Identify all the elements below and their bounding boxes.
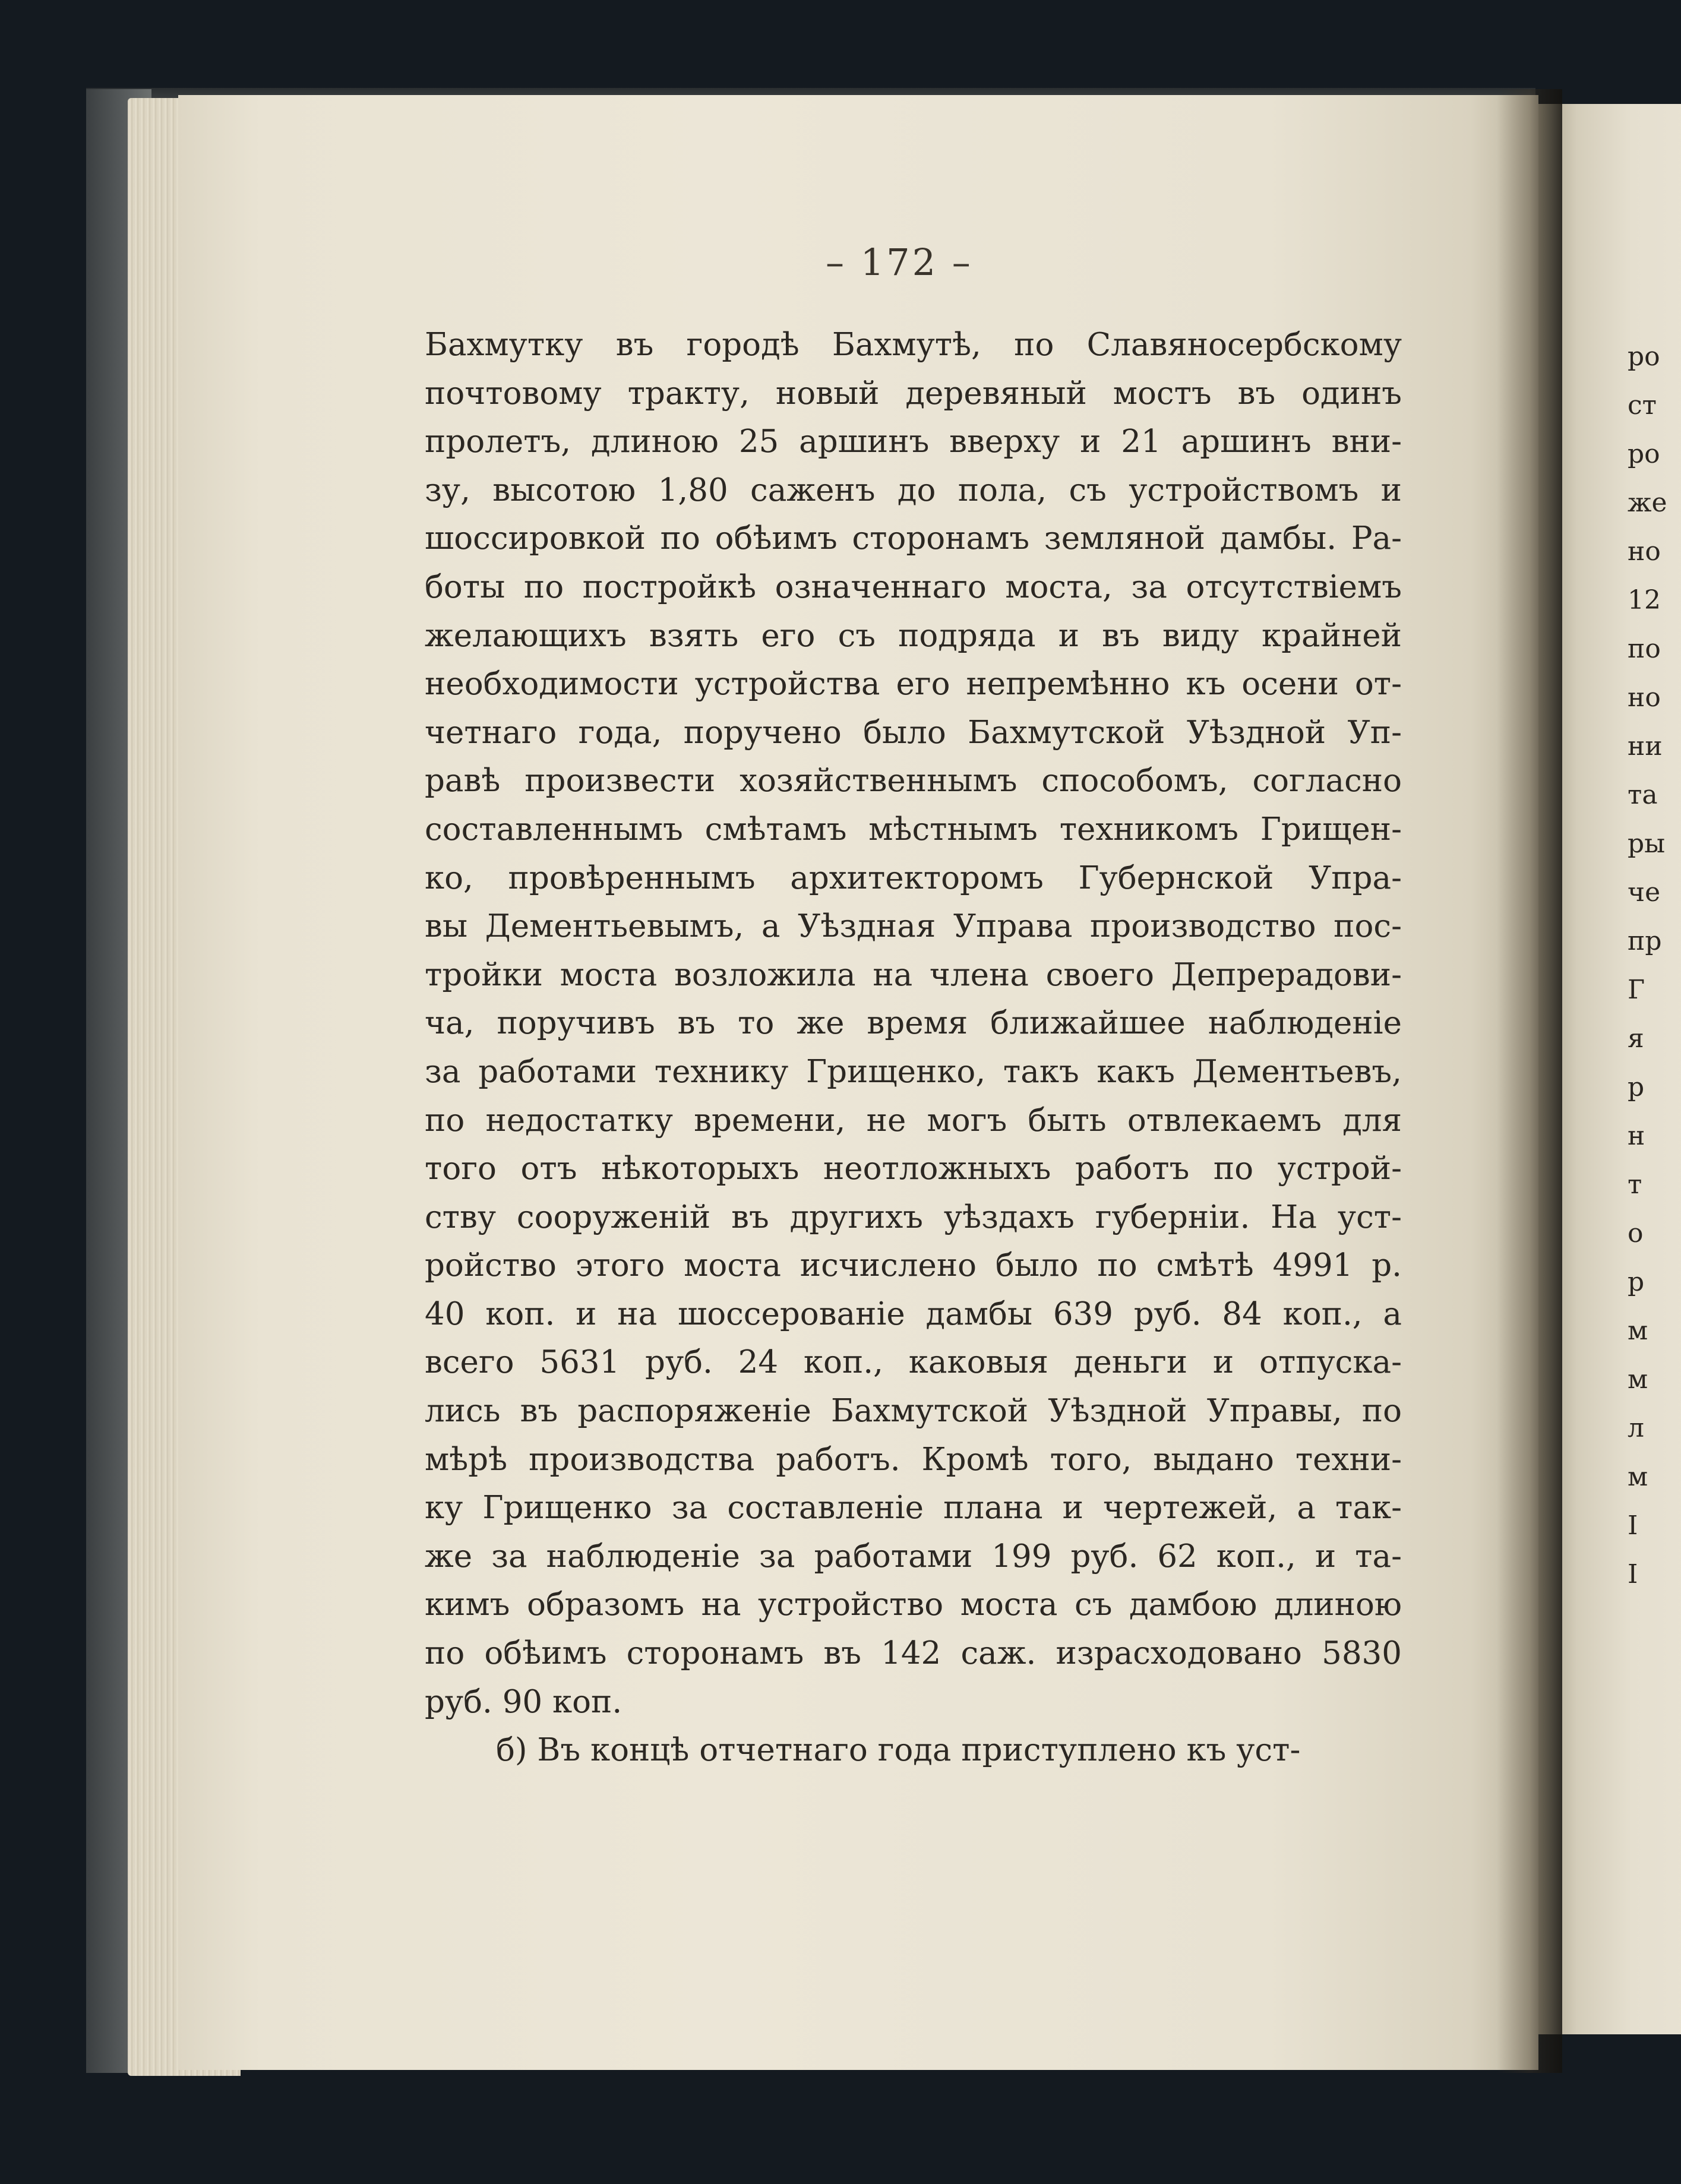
- text-line: же за наблюденіе за работами 199 руб. 62 коп., и та-: [425, 1538, 1402, 1575]
- right-page-fragment: м: [1628, 1462, 1648, 1492]
- text-line: желающихъ взять его съ подряда и въ виду крайней: [425, 617, 1402, 654]
- right-page-fragment: ни: [1628, 731, 1663, 761]
- page-number: – 172 –: [826, 241, 973, 284]
- right-page-text: [1628, 333, 1681, 1599]
- text-line: четнаго года, поручено было Бахмутской Уѣздной Уп-: [425, 714, 1402, 751]
- text-line: необходимости устройства его непремѣнно къ осени от-: [425, 666, 1402, 703]
- right-page-fragment: ро: [1628, 342, 1660, 372]
- text-line: ча, поручивъ въ то же время ближайшее наблюденіе: [425, 1005, 1402, 1042]
- text-line: ству сооруженій въ другихъ уѣздахъ губерніи. На уст-: [425, 1199, 1402, 1235]
- text-line: шоссировкой по обѣимъ сторонамъ земляной дамбы. Ра-: [425, 520, 1402, 557]
- text-line: всего 5631 руб. 24 коп., каковыя деньги и отпуска-: [425, 1344, 1402, 1381]
- right-page-fragment: р: [1628, 1267, 1645, 1297]
- text-line: мѣрѣ производства работъ. Кромѣ того, выдано техни-: [425, 1441, 1402, 1478]
- right-page-fragment: р: [1628, 1072, 1645, 1102]
- text-line: за работами технику Грищенко, такъ какъ Дементьевъ,: [425, 1053, 1402, 1090]
- right-page-fragment: ро: [1628, 439, 1660, 469]
- right-page-fragment: Г: [1628, 975, 1645, 1005]
- text-line: руб. 90 коп.: [425, 1683, 623, 1720]
- right-page-fragment: ры: [1628, 829, 1666, 859]
- right-page-fragment: та: [1628, 780, 1658, 810]
- text-line: 40 коп. и на шоссерованіе дамбы 639 руб. 84 коп., а: [425, 1295, 1402, 1332]
- right-page-fragment: л: [1628, 1413, 1644, 1443]
- text-line: почтовому тракту, новый деревяный мостъ въ одинъ: [425, 375, 1402, 412]
- text-line: ку Грищенко за составленіе плана и чертежей, а так-: [425, 1490, 1402, 1526]
- right-page-fragment: я: [1628, 1023, 1644, 1054]
- right-page-fragment: т: [1628, 1170, 1642, 1200]
- text-line: по обѣимъ сторонамъ въ 142 саж. израсходовано 5830: [425, 1635, 1402, 1672]
- text-line: ко, провѣреннымъ архитекторомъ Губернской Упра-: [425, 859, 1402, 896]
- right-page-fragment: по: [1628, 634, 1661, 664]
- right-page-fragment: че: [1628, 877, 1661, 908]
- right-page-fragment: же: [1628, 488, 1667, 518]
- text-line: пролетъ, длиною 25 аршинъ вверху и 21 аршинъ вни-: [425, 423, 1402, 460]
- right-page-fragment: но: [1628, 536, 1661, 567]
- text-line: вы Дементьевымъ, а Уѣздная Управа производство пос-: [425, 908, 1402, 945]
- text-line: зу, высотою 1,80 саженъ до пола, съ устройствомъ и: [425, 472, 1402, 508]
- text-line: по недостатку времени, не могъ быть отвлекаемъ для: [425, 1102, 1402, 1139]
- text-line: ройство этого моста исчислено было по смѣтѣ 4991 р.: [425, 1247, 1402, 1284]
- right-page-fragment: пр: [1628, 926, 1662, 956]
- right-page-fragment: 12: [1628, 585, 1661, 615]
- text-line: боты по постройкѣ означеннаго моста, за отсутствіемъ: [425, 568, 1402, 605]
- text-line: составленнымъ смѣтамъ мѣстнымъ техникомъ Грищен-: [425, 811, 1402, 848]
- text-line: тройки моста возложила на члена своего Депрерадови-: [425, 956, 1402, 993]
- right-page-fragment: м: [1628, 1364, 1648, 1395]
- right-page-fragment: I: [1628, 1559, 1638, 1589]
- right-page-fragment: н: [1628, 1121, 1645, 1151]
- right-page-fragment: I: [1628, 1510, 1638, 1541]
- paragraph-start-line: б) Въ концѣ отчетнаго года приступлено къ уст-: [496, 1732, 1301, 1769]
- right-page-fragment: м: [1628, 1316, 1648, 1346]
- page-text: [425, 321, 1402, 1775]
- right-page-fragment: о: [1628, 1218, 1644, 1249]
- book-gutter: [1497, 89, 1562, 2073]
- text-line: кимъ образомъ на устройство моста съ дамбою длиною: [425, 1586, 1402, 1623]
- right-page-fragment: но: [1628, 682, 1661, 713]
- text-line: Бахмутку въ городѣ Бахмутѣ, по Славяносербскому: [425, 327, 1402, 363]
- text-line: лись въ распоряженіе Бахмутской Уѣздной Управы, по: [425, 1393, 1402, 1430]
- right-page-fragment: ст: [1628, 390, 1657, 421]
- text-line: равѣ произвести хозяйственнымъ способомъ, согласно: [425, 763, 1402, 799]
- text-line: того отъ нѣкоторыхъ неотложныхъ работъ по устрой-: [425, 1151, 1402, 1187]
